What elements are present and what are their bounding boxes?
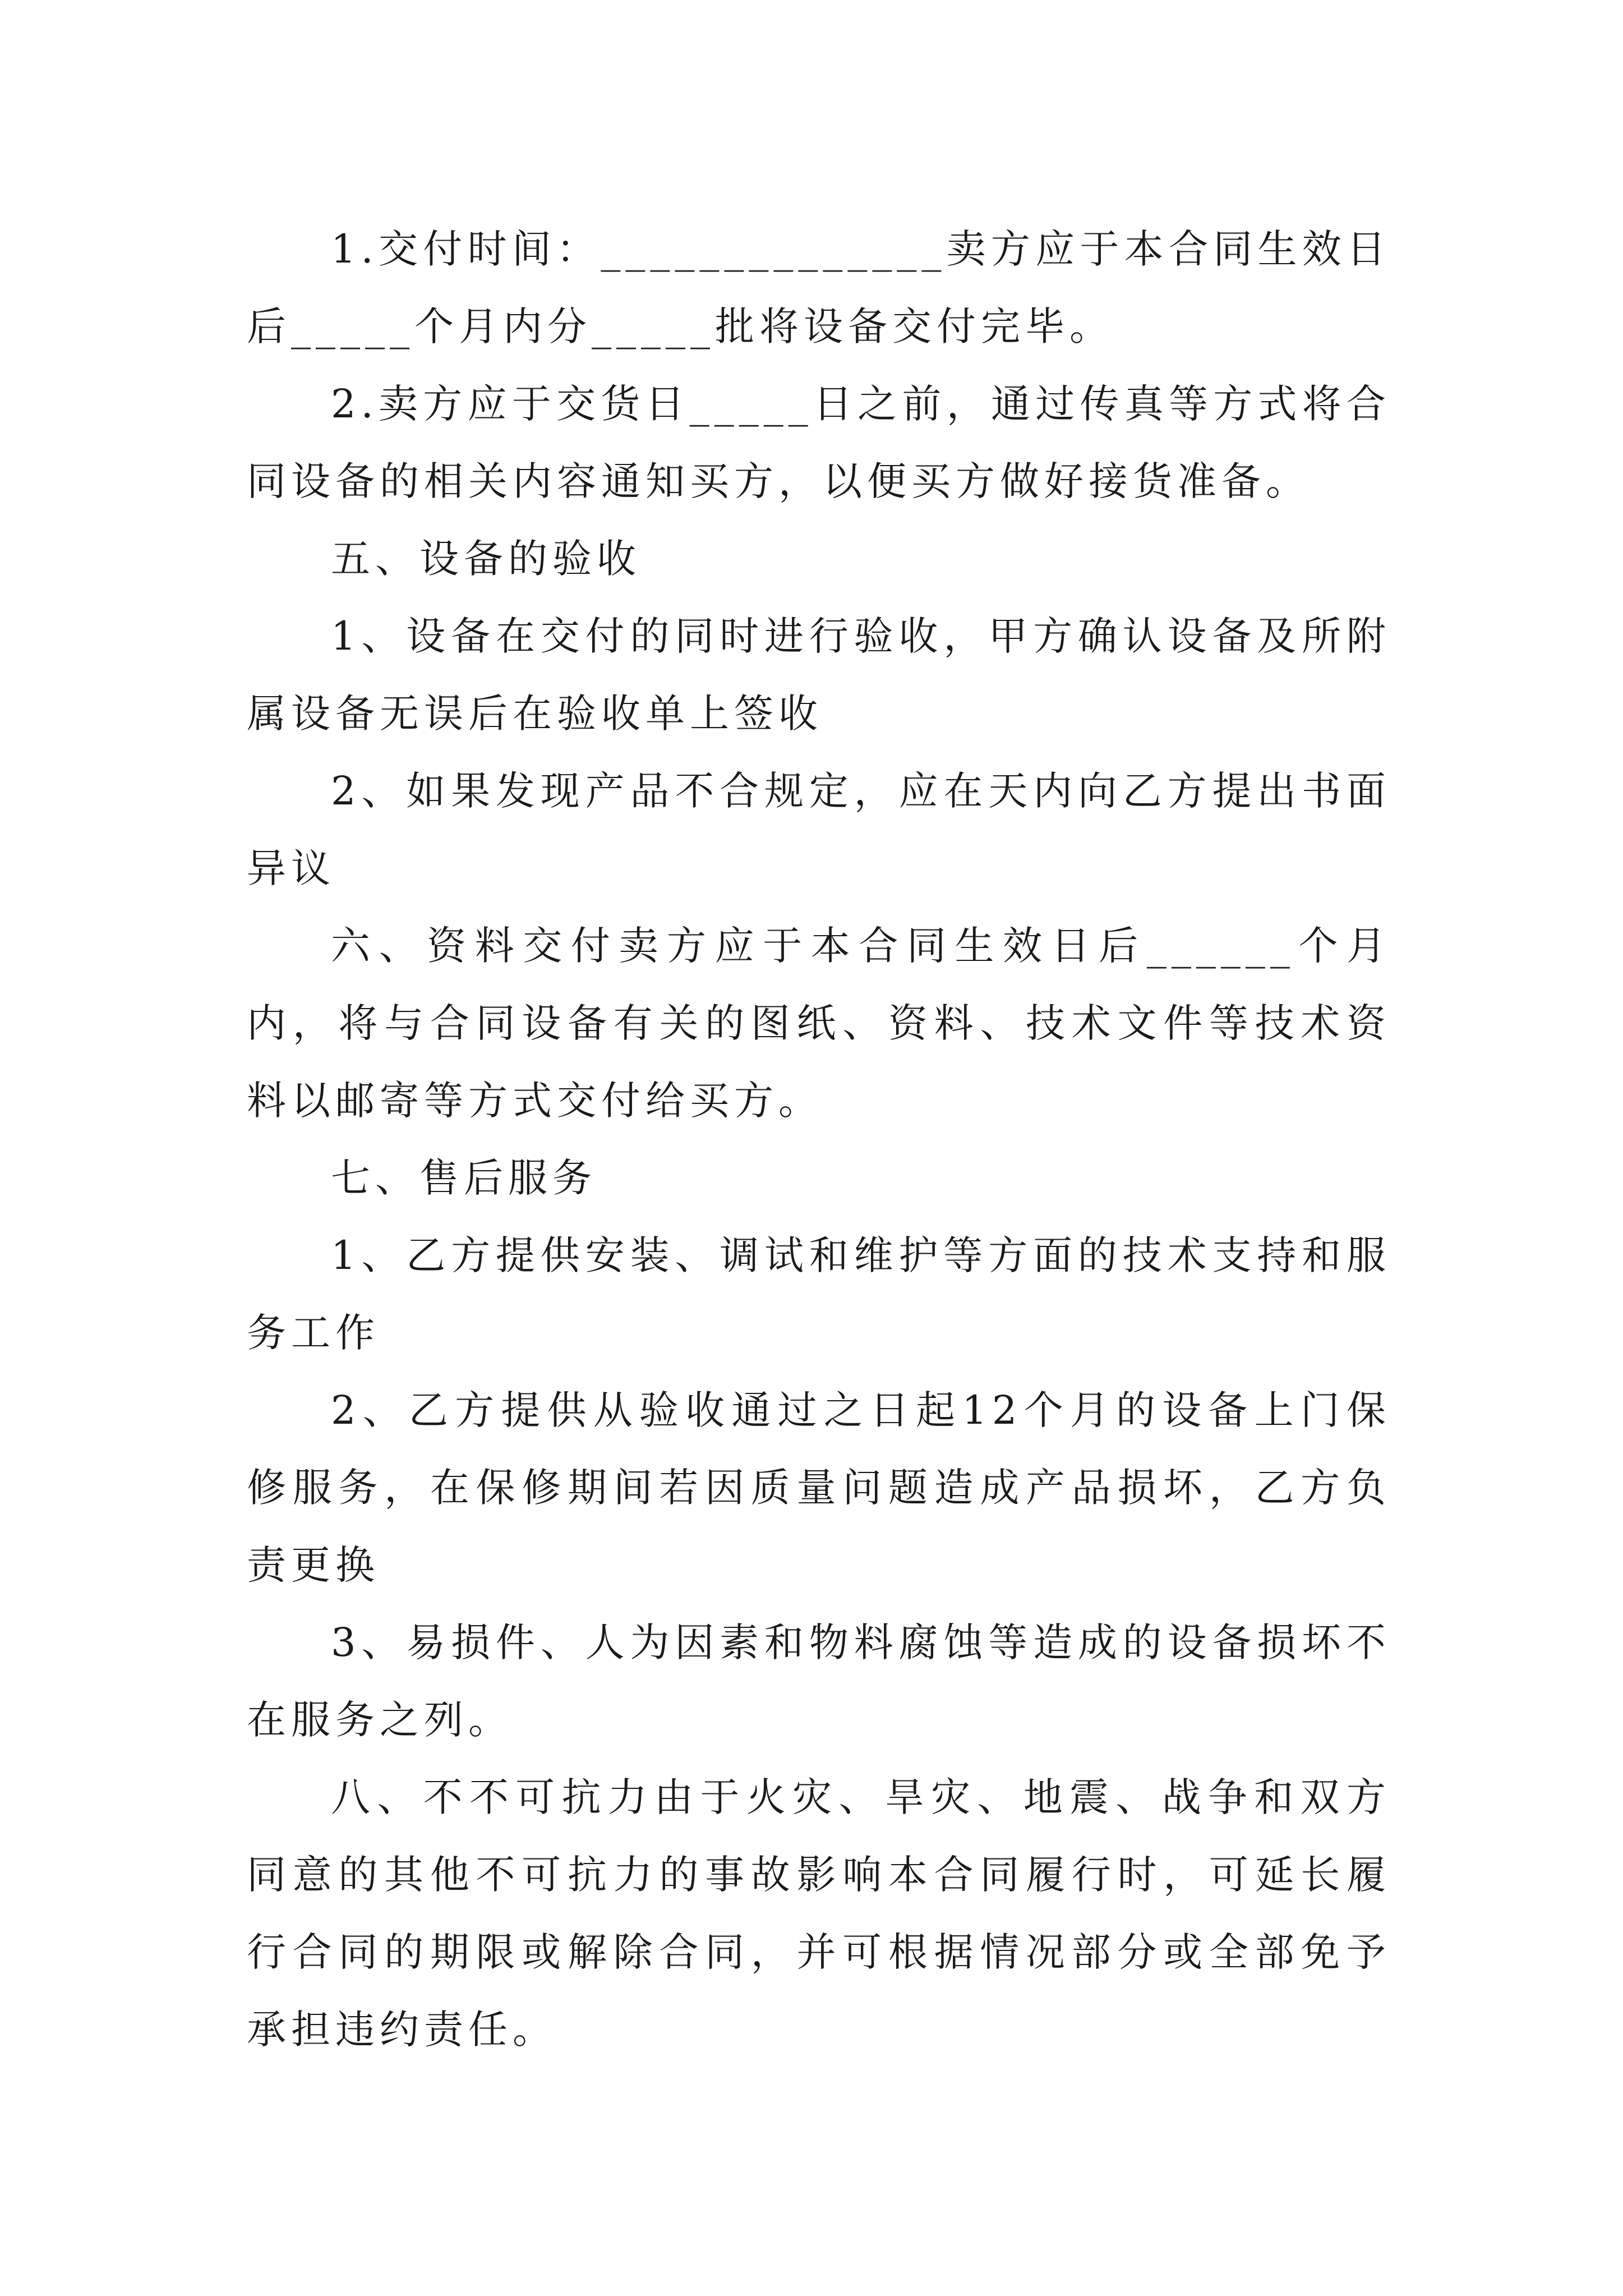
section-heading-acceptance: 五、设备的验收 xyxy=(331,536,641,582)
section-heading-after-sales: 七、售后服务 xyxy=(331,1155,597,1201)
paragraph-after-sales-1: 1、乙方提供安装、调试和维护等方面的技术支持和服务工作 xyxy=(247,1232,1391,1356)
paragraph-documents-delivery: 六、资料交付卖方应于本合同生效日后______个月内，将与合同设备有关的图纸、资料、技术文件等技术资料以邮寄等方式交付给买方。 xyxy=(247,923,1391,1124)
paragraph-acceptance-1: 1、设备在交付的同时进行验收，甲方确认设备及所附属设备无误后在验收单上签收 xyxy=(247,613,1391,737)
paragraph-delivery-notice: 2.卖方应于交货日_____日之前，通过传真等方式将合同设备的相关内容通知买方，以便买方做好接货准备。 xyxy=(247,381,1391,504)
paragraph-acceptance-2: 2、如果发现产品不合规定，应在天内向乙方提出书面异议 xyxy=(247,768,1391,891)
paragraph-after-sales-2: 2、乙方提供从验收通过之日起12个月的设备上门保修服务，在保修期间若因质量问题造成产品损坏，乙方负责更换 xyxy=(247,1387,1391,1588)
paragraph-force-majeure: 八、不不可抗力由于火灾、旱灾、地震、战争和双方同意的其他不可抗力的事故影响本合同履行时，可延长履行合同的期限或解除合同，并可根据情况部分或全部免予承担违约责任。 xyxy=(247,1774,1391,2053)
document-body xyxy=(247,210,1391,2068)
paragraph-after-sales-3: 3、易损件、人为因素和物料腐蚀等造成的设备损坏不在服务之列。 xyxy=(247,1619,1391,1743)
paragraph-delivery-time: 1.交付时间：______________卖方应于本合同生效日后_____个月内分_____批将设备交付完毕。 xyxy=(247,226,1391,349)
